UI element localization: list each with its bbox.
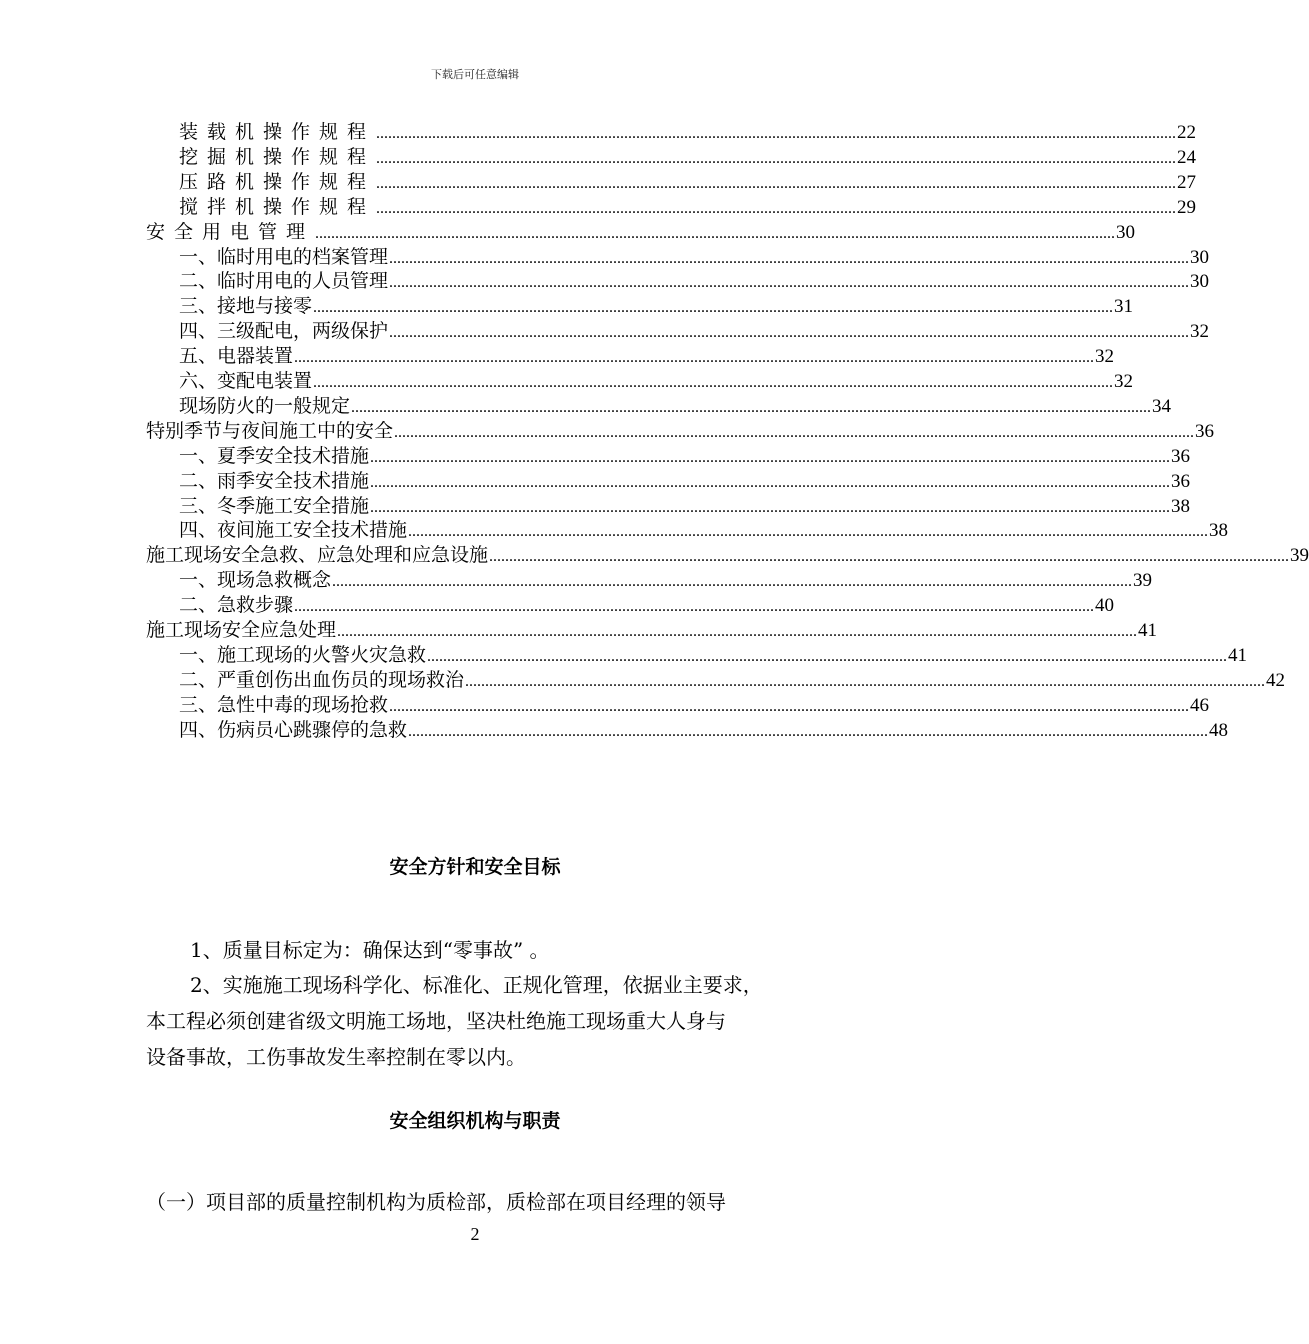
toc-entry[interactable] xyxy=(179,394,1172,419)
paragraph-management-line2: 本工程必须创建省级文明施工场地，坚决杜绝施工现场重大人身与 xyxy=(146,1009,726,1033)
toc-entry-page: 30 xyxy=(1190,271,1210,293)
toc-entry-page: 31 xyxy=(1114,296,1134,318)
toc-leader-dots: ........................................................................................................................................................................................................ xyxy=(389,324,1190,342)
toc-entry[interactable] xyxy=(179,294,1134,319)
toc-entry-page: 36 xyxy=(1195,420,1215,442)
toc-leader-dots: ........................................................................................................................................................................................................ xyxy=(370,473,1171,491)
toc-entry[interactable] xyxy=(179,319,1210,344)
toc-entry[interactable] xyxy=(179,444,1191,469)
toc-entry-page: 34 xyxy=(1152,395,1172,417)
toc-entry[interactable] xyxy=(179,469,1191,494)
toc-leader-dots: ........................................................................................................................................................................................................ xyxy=(389,249,1190,267)
toc-entry[interactable] xyxy=(179,693,1210,718)
toc-entry-label: 一、施工现场的火警火灾急救 xyxy=(179,643,427,666)
toc-leader-dots: ........................................................................................................................................................................................................ xyxy=(465,672,1266,690)
section-title-safety-organization: 安全组织机构与职责 xyxy=(389,1110,561,1132)
toc-leader-dots: ........................................................................................................................................................................................................ xyxy=(351,398,1152,416)
toc-entry-label: 特别季节与夜间施工中的安全 xyxy=(146,419,394,442)
toc-entry[interactable] xyxy=(179,145,1197,170)
paragraph-quality-goal: 1、质量目标定为：确保达到“零事故” 。 xyxy=(190,938,550,962)
toc-leader-dots: ........................................................................................................................................................................................................ xyxy=(315,224,1116,242)
toc-leader-dots: ........................................................................................................................................................................................................ xyxy=(294,598,1095,616)
toc-entry-page: 30 xyxy=(1116,221,1136,243)
toc-entry-page: 32 xyxy=(1190,321,1210,343)
toc-entry-page: 29 xyxy=(1177,196,1197,218)
toc-entry[interactable] xyxy=(179,170,1197,195)
toc-entry-label: 施工现场安全应急处理 xyxy=(146,619,337,641)
toc-leader-dots: ........................................................................................................................................................................................................ xyxy=(294,349,1095,367)
toc-entry-label: 二、急救步骤 xyxy=(179,594,294,617)
toc-entry[interactable] xyxy=(179,269,1210,294)
toc-entry-page: 46 xyxy=(1190,694,1210,716)
page-header: 下载后可任意编辑 xyxy=(431,68,519,81)
toc-entry-page: 36 xyxy=(1171,445,1191,467)
toc-entry-page: 27 xyxy=(1177,171,1197,193)
toc-leader-dots: ........................................................................................................................................................................................................ xyxy=(376,199,1177,217)
toc-entry-page: 22 xyxy=(1177,122,1197,143)
toc-entry[interactable] xyxy=(179,195,1197,220)
toc-entry-label: 安全用电管理 xyxy=(146,220,315,243)
toc-entry-label: 一、现场急救概念 xyxy=(179,569,332,592)
toc-entry[interactable] xyxy=(146,419,1215,444)
toc-leader-dots: ........................................................................................................................................................................................................ xyxy=(313,374,1114,391)
section-title-safety-policy: 安全方针和安全目标 xyxy=(389,856,561,878)
toc-entry-label: 一、临时用电的档案管理 xyxy=(179,245,389,268)
toc-entry-label: 五、电器装置 xyxy=(179,345,294,368)
toc-leader-dots: ........................................................................................................................................................................................................ xyxy=(376,125,1177,142)
toc-entry[interactable] xyxy=(179,643,1248,668)
toc-entry[interactable] xyxy=(179,668,1286,693)
toc-entry-page: 30 xyxy=(1190,246,1210,268)
toc-leader-dots: ........................................................................................................................................................................................................ xyxy=(370,448,1171,466)
toc-entry-label: 一、夏季安全技术措施 xyxy=(179,444,370,467)
toc-entry-page: 38 xyxy=(1209,520,1229,542)
toc-entry-label: 压路机操作规程 xyxy=(179,170,376,193)
paragraph-management-line3: 设备事故，工伤事故发生率控制在零以内。 xyxy=(146,1045,526,1069)
toc-entry-page: 40 xyxy=(1095,595,1115,617)
toc-entry[interactable] xyxy=(179,518,1229,543)
toc-leader-dots: ........................................................................................................................................................................................................ xyxy=(313,299,1114,317)
toc-leader-dots: ........................................................................................................................................................................................................ xyxy=(376,174,1177,192)
toc-leader-dots: ........................................................................................................................................................................................................ xyxy=(370,498,1171,516)
toc-entry-label: 四、三级配电，两级保护 xyxy=(179,320,389,343)
toc-entry-label: 三、急性中毒的现场抢救 xyxy=(179,693,389,716)
toc-leader-dots: ........................................................................................................................................................................................................ xyxy=(389,697,1190,715)
paragraph-management-line1: 2、实施施工现场科学化、标准化、正规化管理，依据业主要求， xyxy=(190,973,763,997)
toc-entry-label: 挖掘机操作规程 xyxy=(179,145,376,168)
toc-entry-label: 二、雨季安全技术措施 xyxy=(179,469,370,492)
toc-entry-label: 四、伤病员心跳骤停的急救 xyxy=(179,718,408,741)
toc-entry-label: 六、变配电装置 xyxy=(179,370,313,392)
toc-entry-page: 38 xyxy=(1171,495,1191,517)
toc-entry-page: 42 xyxy=(1266,669,1286,691)
toc-entry[interactable] xyxy=(179,494,1191,519)
toc-entry-page: 39 xyxy=(1290,545,1309,567)
toc-entry-page: 41 xyxy=(1138,620,1158,641)
toc-entry-page: 32 xyxy=(1114,371,1134,392)
toc-leader-dots: ........................................................................................................................................................................................................ xyxy=(337,623,1138,640)
toc-entry-label: 搅拌机操作规程 xyxy=(179,195,376,218)
toc-leader-dots: ........................................................................................................................................................................................................ xyxy=(427,647,1228,665)
toc-entry[interactable] xyxy=(146,543,1309,568)
toc-entry-page: 41 xyxy=(1228,644,1248,666)
toc-entry[interactable] xyxy=(179,245,1210,270)
toc-leader-dots: ........................................................................................................................................................................................................ xyxy=(408,523,1209,541)
toc-leader-dots: ........................................................................................................................................................................................................ xyxy=(389,274,1190,292)
toc-entry[interactable] xyxy=(179,120,1197,145)
toc-entry[interactable] xyxy=(146,220,1136,245)
toc-leader-dots: ........................................................................................................................................................................................................ xyxy=(394,423,1195,441)
toc-entry-label: 二、临时用电的人员管理 xyxy=(179,270,389,293)
page-number: 2 xyxy=(470,1224,480,1244)
toc-entry-page: 24 xyxy=(1177,146,1197,168)
toc-entry-page: 36 xyxy=(1171,470,1191,492)
toc-entry-label: 三、冬季施工安全措施 xyxy=(179,494,370,517)
toc-leader-dots: ........................................................................................................................................................................................................ xyxy=(408,722,1209,740)
toc-entry-label: 二、严重创伤出血伤员的现场救治 xyxy=(179,668,465,691)
toc-entry[interactable] xyxy=(179,593,1115,618)
toc-entry[interactable] xyxy=(179,568,1153,593)
toc-entry-label: 施工现场安全急救、应急处理和应急设施 xyxy=(146,544,489,567)
toc-entry-label: 现场防火的一般规定 xyxy=(179,394,351,417)
toc-entry[interactable] xyxy=(146,618,1158,643)
toc-entry-page: 39 xyxy=(1133,570,1153,592)
toc-entry-label: 三、接地与接零 xyxy=(179,295,313,318)
toc-entry[interactable] xyxy=(179,369,1134,394)
toc-entry-page: 48 xyxy=(1209,719,1229,741)
toc-entry-page: 32 xyxy=(1095,346,1115,368)
toc-entry-label: 四、夜间施工安全技术措施 xyxy=(179,519,408,542)
toc-entry[interactable] xyxy=(179,344,1115,369)
toc-entry[interactable] xyxy=(179,718,1229,743)
toc-entry-label: 装载机操作规程 xyxy=(179,121,376,143)
toc-leader-dots: ........................................................................................................................................................................................................ xyxy=(376,149,1177,167)
paragraph-quality-control: （一）项目部的质量控制机构为质检部，质检部在项目经理的领导 xyxy=(146,1190,726,1214)
toc-leader-dots: ........................................................................................................................................................................................................ xyxy=(332,573,1133,591)
toc-leader-dots: ........................................................................................................................................................................................................ xyxy=(489,548,1290,566)
